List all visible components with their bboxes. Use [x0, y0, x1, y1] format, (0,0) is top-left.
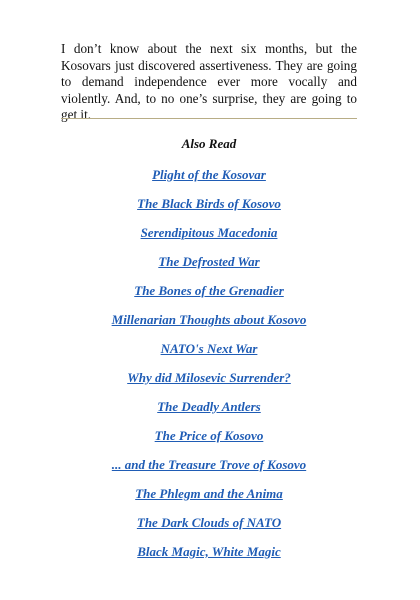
list-item: [61, 456, 357, 485]
list-item: [61, 369, 357, 398]
list-item: [61, 166, 357, 195]
closing-paragraph: I don’t know about the next six months, but the Kosovars just discovered assertiveness. They are going to demand independence ever more vocally and violently. And, to no one’s surprise, they are going to get it.: [61, 41, 357, 122]
link-why-did-milosevic-surrender[interactable]: Why did Milosevic Surrender?: [127, 370, 291, 385]
list-item: [61, 253, 357, 282]
link-natos-next-war[interactable]: NATO's Next War: [160, 341, 258, 356]
link-black-birds-of-kosovo[interactable]: The Black Birds of Kosovo: [137, 196, 281, 211]
list-item: [61, 427, 357, 456]
list-item: [61, 398, 357, 427]
link-deadly-antlers[interactable]: The Deadly Antlers: [157, 399, 261, 414]
link-phlegm-and-the-anima[interactable]: The Phlegm and the Anima: [135, 486, 283, 501]
link-black-magic-white-magic[interactable]: Black Magic, White Magic: [137, 544, 281, 559]
list-item: [61, 195, 357, 224]
link-millenarian-thoughts[interactable]: Millenarian Thoughts about Kosovo: [111, 312, 307, 327]
list-item: [61, 514, 357, 543]
list-item: [61, 282, 357, 311]
also-read-link-list: [61, 166, 357, 572]
list-item: [61, 340, 357, 369]
list-item: [61, 543, 357, 572]
also-read-heading: Also Read: [181, 136, 237, 151]
link-defrosted-war[interactable]: The Defrosted War: [158, 254, 260, 269]
list-item: [61, 311, 357, 340]
link-dark-clouds-of-nato[interactable]: The Dark Clouds of NATO: [136, 515, 282, 530]
link-price-of-kosovo[interactable]: The Price of Kosovo: [154, 428, 264, 443]
link-treasure-trove-of-kosovo[interactable]: ... and the Treasure Trove of Kosovo: [111, 457, 307, 472]
list-item: [61, 224, 357, 253]
link-plight-of-the-kosovar[interactable]: Plight of the Kosovar: [152, 167, 266, 182]
link-serendipitous-macedonia[interactable]: Serendipitous Macedonia: [140, 225, 278, 240]
list-item: [61, 485, 357, 514]
horizontal-divider: [61, 118, 357, 119]
link-bones-of-the-grenadier[interactable]: The Bones of the Grenadier: [134, 283, 284, 298]
